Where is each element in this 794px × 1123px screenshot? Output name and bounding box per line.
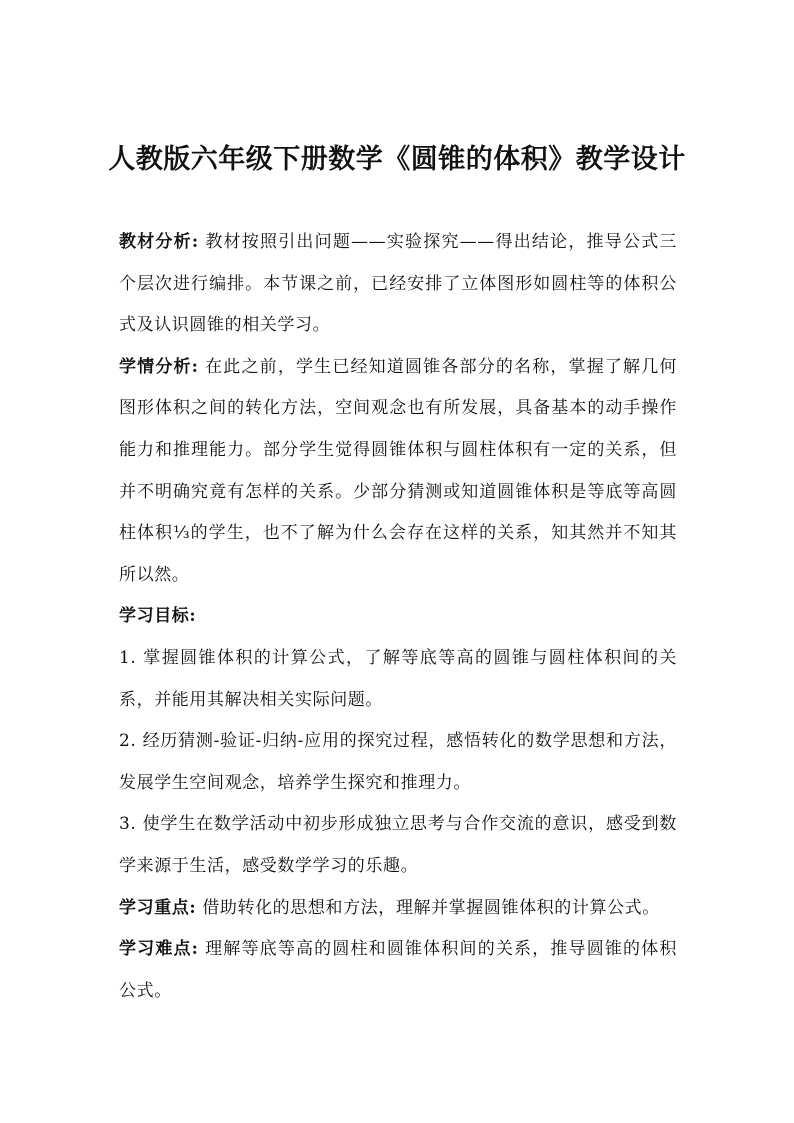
difficulties-label: 学习难点:: [119, 939, 199, 960]
document-title: 人教版六年级下册数学《圆锥的体积》教学设计: [108, 144, 686, 175]
objective-item-1: 1. 掌握圆锥体积的计算公式，了解等底等高的圆锥与圆柱体积间的关系，并能用其解决相关实际问题。: [119, 647, 677, 710]
learner-analysis-text: 在此之前，学生已经知道圆锥各部分的名称，掌握了解几何图形体积之间的转化方法，空间观念也有所发展，具备基本的动手操作能力和推理能力。部分学生觉得圆锥体积与圆柱体积有一定的关系，但并不明确究竟有怎样的关系。少部分猜测或知道圆锥体积是等底等高圆柱体积⅓的学生，也不了解为什么会存在这样的关系，知其然并不知其所以然。: [119, 356, 677, 585]
key-points-paragraph: [119, 888, 677, 930]
material-analysis-paragraph: [119, 222, 677, 347]
objective-item-2: 2. 经历猜测-验证-归纳-应用的探究过程，感悟转化的数学思想和方法，发展学生空间观念，培养学生探究和推理力。: [119, 731, 677, 793]
learner-analysis-paragraph: [119, 347, 677, 597]
objective-item-3: 3. 使学生在数学活动中初步形成独立思考与合作交流的意识，感受到数学来源于生活，感受数学学习的乐趣。: [119, 814, 677, 876]
material-analysis-text: 教材按照引出问题——实验探究——得出结论，推导公式三个层次进行编排。本节课之前，已经安排了立体图形如圆柱等的体积公式及认识圆锥的相关学习。: [119, 232, 678, 336]
learner-analysis-label: 学情分析:: [119, 356, 199, 377]
document-body: [119, 222, 677, 1012]
difficulties-text: 理解等底等高的圆柱和圆锥体积间的关系，推导圆锥的体积公式。: [119, 939, 677, 1001]
objectives-heading: 学习目标:: [119, 606, 197, 627]
key-points-label: 学习重点:: [119, 897, 197, 918]
material-analysis-label: 教材分析:: [119, 232, 199, 252]
key-points-text: 借助转化的思想和方法，理解并掌握圆锥体积的计算公式。: [196, 897, 660, 918]
difficulties-paragraph: [119, 929, 677, 1012]
